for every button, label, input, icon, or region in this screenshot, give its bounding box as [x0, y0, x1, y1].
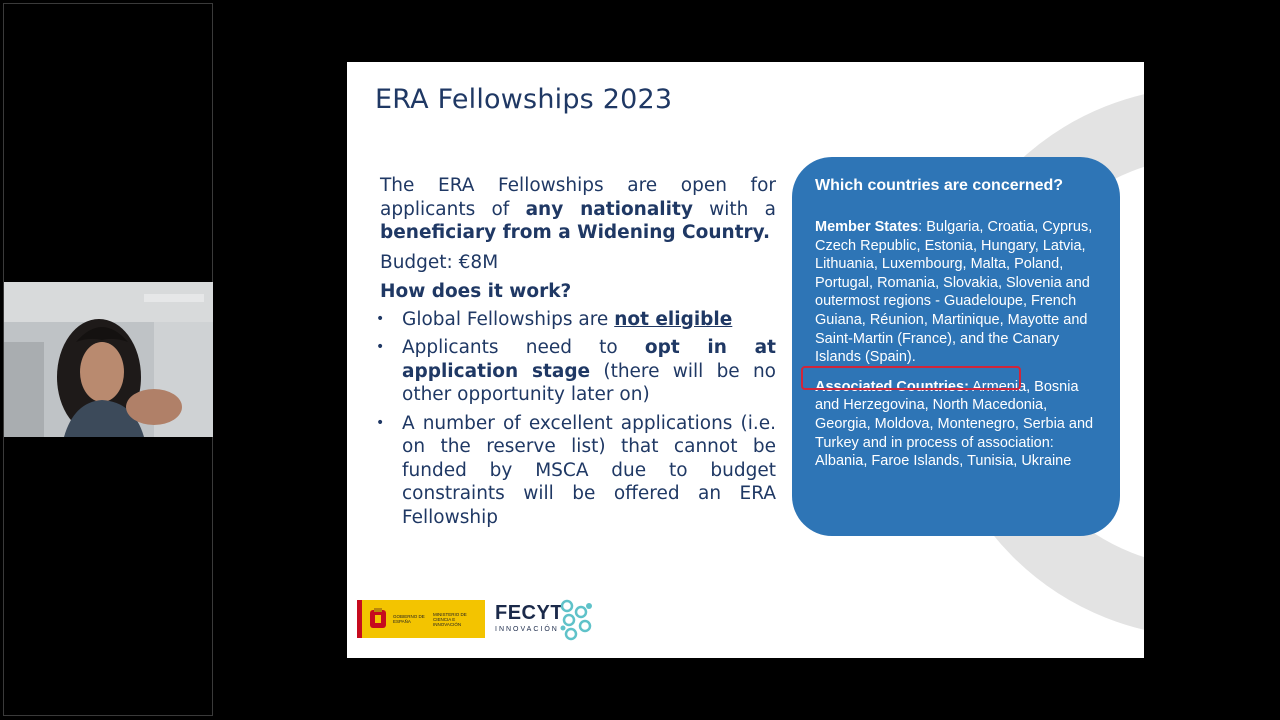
- government-logo: [357, 600, 485, 638]
- bullet-icon: •: [376, 310, 385, 327]
- how-bullet-list: [376, 308, 776, 530]
- bullet-2-bold: opt in at application stage: [402, 337, 776, 382]
- how-heading: How does it work?: [380, 281, 572, 302]
- list-item: [376, 412, 776, 530]
- panel-body: [815, 218, 1100, 482]
- associated-countries-paragraph: [815, 378, 1100, 471]
- member-states-paragraph: [815, 218, 1100, 367]
- associated-countries-label: Associated Countries:: [815, 378, 969, 395]
- coat-of-arms-icon: [367, 606, 389, 632]
- bullet-icon: •: [376, 339, 385, 355]
- intro-bold-2: beneficiary from a Widening Country.: [380, 222, 771, 243]
- slide-title: ERA Fellowships 2023: [375, 84, 673, 115]
- member-states-label: Member States: [815, 219, 919, 235]
- intro-bold-1: any nationality: [525, 198, 693, 220]
- intro-text-1: The ERA Fellowships are open for applicants of: [380, 175, 776, 220]
- panel-heading: Which countries are concerned?: [815, 177, 1064, 194]
- budget-text: Budget: €8M: [380, 251, 499, 273]
- slide-body-text: [376, 174, 776, 534]
- flag-stripe: [357, 600, 362, 638]
- associated-countries-text: Armenia, Bosnia and Herzegovina, North Macedonia, Georgia, Moldova, Montenegro, Serbia and Turkey and in process of association: Albania, Faroe Islands, Tunisia, Ukraine: [815, 378, 1094, 470]
- participant-video-tile[interactable]: [4, 282, 213, 437]
- fecyt-subtitle: INNOVACIÓN: [495, 626, 559, 633]
- bullet-1-underlined: not eligible: [614, 308, 733, 330]
- presentation-slide: [347, 62, 1144, 658]
- countries-panel: [792, 157, 1120, 536]
- intro-text-2: with a: [692, 198, 776, 220]
- fecyt-name: FECYT: [495, 602, 564, 624]
- bullet-2-text: Applicants need to: [402, 337, 645, 358]
- participant-video-frame: [4, 282, 213, 437]
- list-item: [376, 308, 776, 332]
- bullet-1-text: Global Fellowships are: [402, 308, 615, 330]
- annotation-highlight-box: [801, 366, 1021, 390]
- member-states-text: : Bulgaria, Croatia, Cyprus, Czech Republic, Estonia, Hungary, Latvia, Lithuania, Luxembourg, Malta, Poland, Portugal, Romania, Slovakia, Slovenia and outermost regions - Guadeloupe, French Guiana, Réunion, Martinique, Mayotte and Saint-Martin (France), and the Canary Islands (Spain).: [815, 219, 1093, 366]
- ministry-text: MINISTERIO DE CIENCIA E INNOVACIÓN: [433, 611, 467, 627]
- bullet-2-text-end: (there will be no other opportunity later on): [402, 360, 776, 405]
- fecyt-logo: [495, 602, 563, 633]
- list-item: [376, 336, 776, 407]
- bullet-icon: •: [376, 414, 385, 431]
- fecyt-molecule-icon: [559, 598, 595, 642]
- bullet-3-text: A number of excellent applications (i.e. on the reserve list) that cannot be funded by MSCA due to budget constraints will be offered an ERA Fellowship: [402, 412, 776, 528]
- intro-paragraph: [380, 174, 776, 245]
- government-text: GOBIERNO DE ESPAÑA: [393, 614, 425, 624]
